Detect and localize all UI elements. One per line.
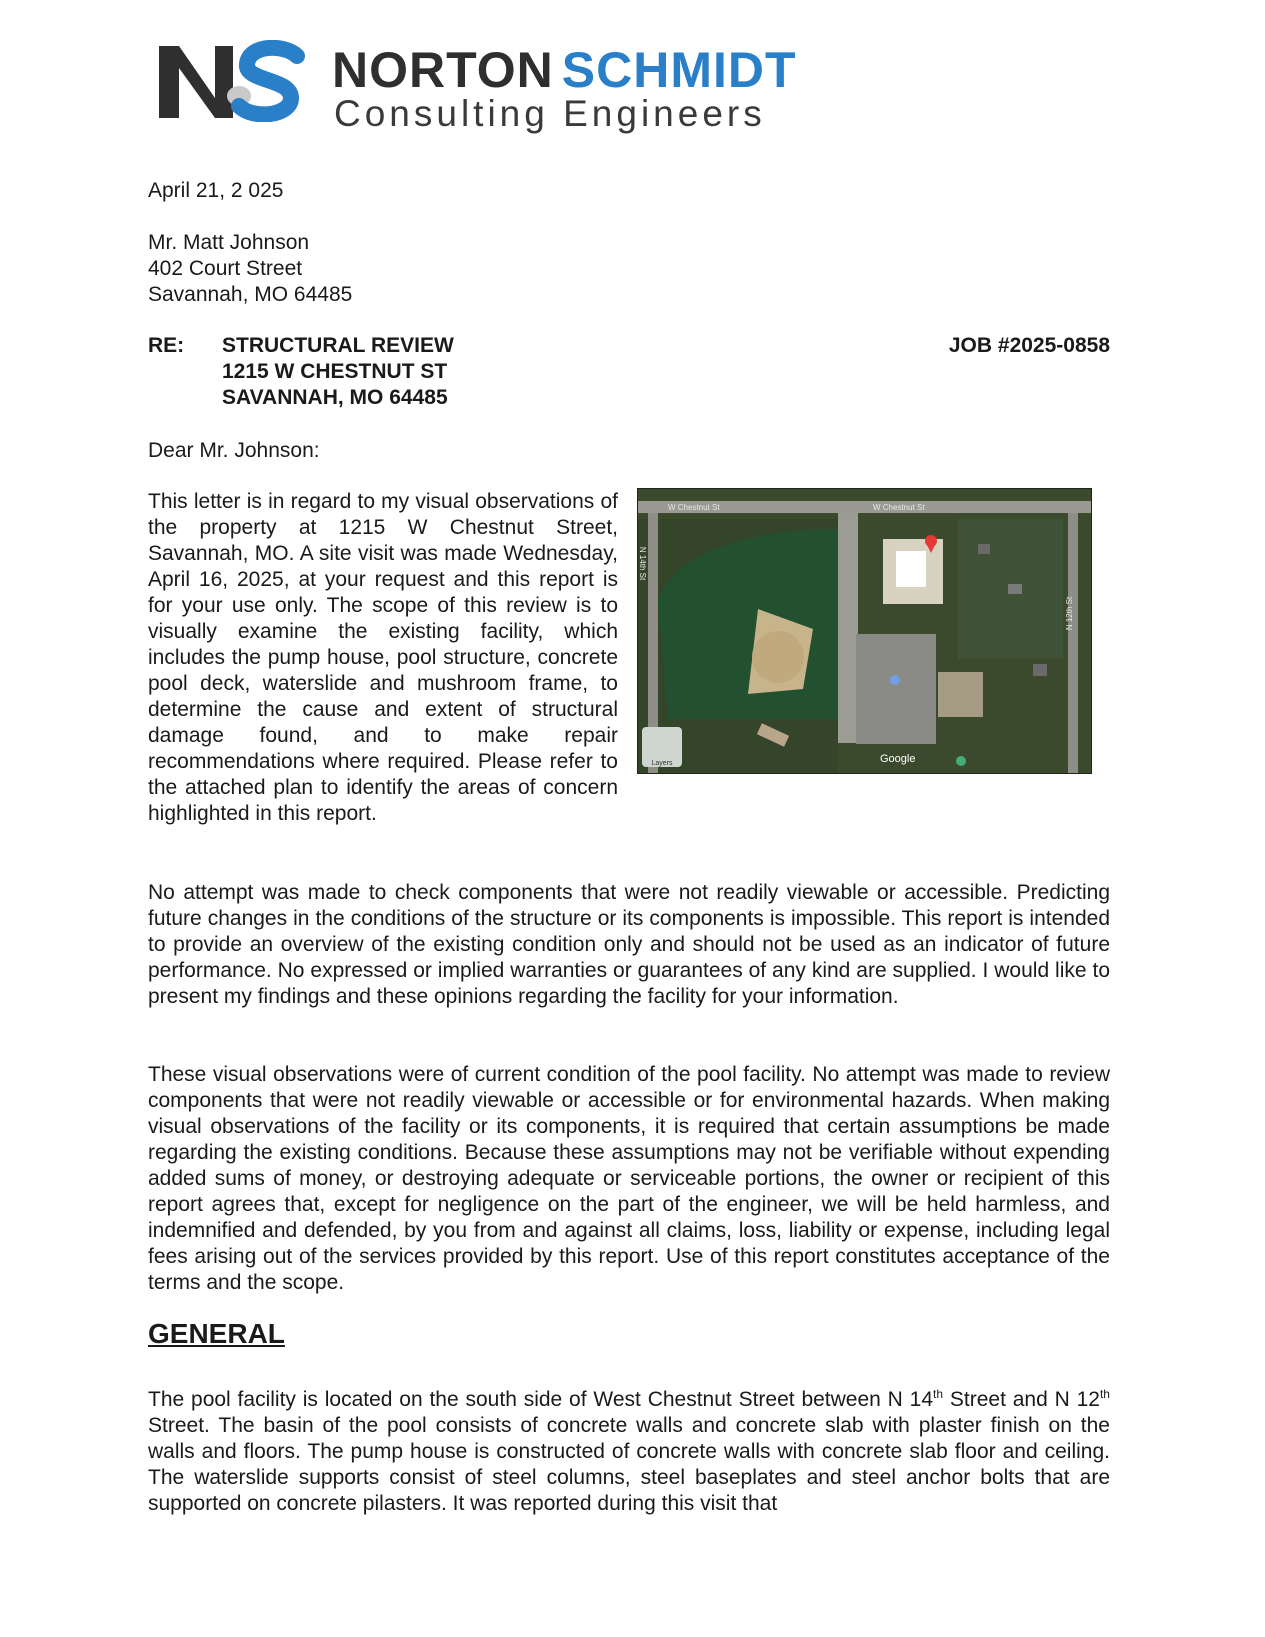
re-subject: STRUCTURAL REVIEW <box>222 334 454 357</box>
aerial-site-map <box>637 488 1092 774</box>
logo-name-schmidt: SCHMIDT <box>561 42 797 98</box>
section-heading-general: GENERAL <box>148 1318 285 1349</box>
map-street-left: N 14th St <box>638 546 648 581</box>
map-imagery <box>638 489 1091 773</box>
ordinal-suffix: th <box>933 1387 944 1401</box>
map-google-logo: Google <box>880 753 916 765</box>
recipient-city: Savannah, MO 64485 <box>148 283 353 306</box>
re-address-line2: SAVANNAH, MO 64485 <box>222 386 448 409</box>
paragraph-disclaimer: These visual observations were of current condition of the pool facility. No attempt was made to review components that were not readily viewable or accessible or for environmental hazards. When making visual observations of the facility or its components, it is required that certain assumptions be made regarding the existing conditions. Because these assumptions may not be verifiable without expending added sums of money, or destroying adequate or serviceable portions, the owner or recipient of this report agrees that, except for negligence on the part of the engineer, we will be held harmless, and indemnified and defended, by you from and against all claims, loss, liability or expense, including legal fees arising out of the services provided by this report. Use of this report constitutes acceptance of the terms and the scope. <box>148 1063 1110 1294</box>
map-street-top-left: W Chestnut St <box>668 503 720 512</box>
logo-name-norton: NORTON <box>332 42 554 98</box>
salutation: Dear Mr. Johnson: <box>148 439 320 462</box>
logo-monogram <box>157 40 312 122</box>
letter-date: April 21, 2 025 <box>148 179 284 202</box>
map-street-right: N 12th St <box>1065 596 1075 631</box>
logo-wordmark <box>332 42 797 98</box>
job-number: JOB #2025-0858 <box>948 334 1110 357</box>
recipient-name: Mr. Matt Johnson <box>148 231 310 254</box>
paragraph-general <box>148 1381 1110 1517</box>
recipient-street: 402 Court Street <box>148 257 303 280</box>
ordinal-suffix: th <box>1099 1387 1110 1401</box>
re-label: RE: <box>148 334 185 357</box>
map-layers-label: Layers <box>651 760 673 767</box>
map-layers-button <box>642 727 682 767</box>
re-subject-block <box>222 333 454 411</box>
recipient-address <box>148 230 352 308</box>
map-street-top-right: W Chestnut St <box>873 503 925 512</box>
logo-subtitle: Consulting Engineers <box>334 93 766 134</box>
paragraph-intro: This letter is in regard to my visual observations of the property at 1215 W Chestnut Street, Savannah, MO. A site visit was made Wednesday, April 16, 2025, at your request and this report is for your use only. The scope of this review is to visually examine the existing facility, which includes the pump house, pool structure, concrete pool deck, waterslide and mushroom frame, to determine the cause and extent of structural damage found, and to make repair recommendations where required. Please refer to the attached plan to identify the areas of concern highlighted in this report. <box>148 490 618 825</box>
paragraph-general-part2: Street and N 12 <box>943 1388 1100 1411</box>
paragraph-general-part3: Street. The basin of the pool consists of concrete walls and concrete slab with plaster finish on the walls and floors. The pump house is constructed of concrete walls with concrete slab floor and ceiling. The waterslide supports consist of steel columns, steel baseplates and steel anchor bolts that are supported on concrete pilasters. It was reported during this visit that <box>148 1414 1110 1515</box>
paragraph-general-part1: The pool facility is located on the south side of West Chestnut Street between N 14 <box>148 1388 934 1411</box>
company-logo <box>157 40 807 134</box>
paragraph-limitations: No attempt was made to check components that were not readily viewable or accessible. Predicting future changes in the conditions of the structure or its components is impossible. This report is intended to provide an overview of the existing condition only and should not be used as an indicator of future performance. No expressed or implied warranties or guarantees of any kind are supplied. I would like to present my findings and these opinions regarding the facility for your information. <box>148 881 1110 1008</box>
re-address-line1: 1215 W CHESTNUT ST <box>222 360 448 383</box>
